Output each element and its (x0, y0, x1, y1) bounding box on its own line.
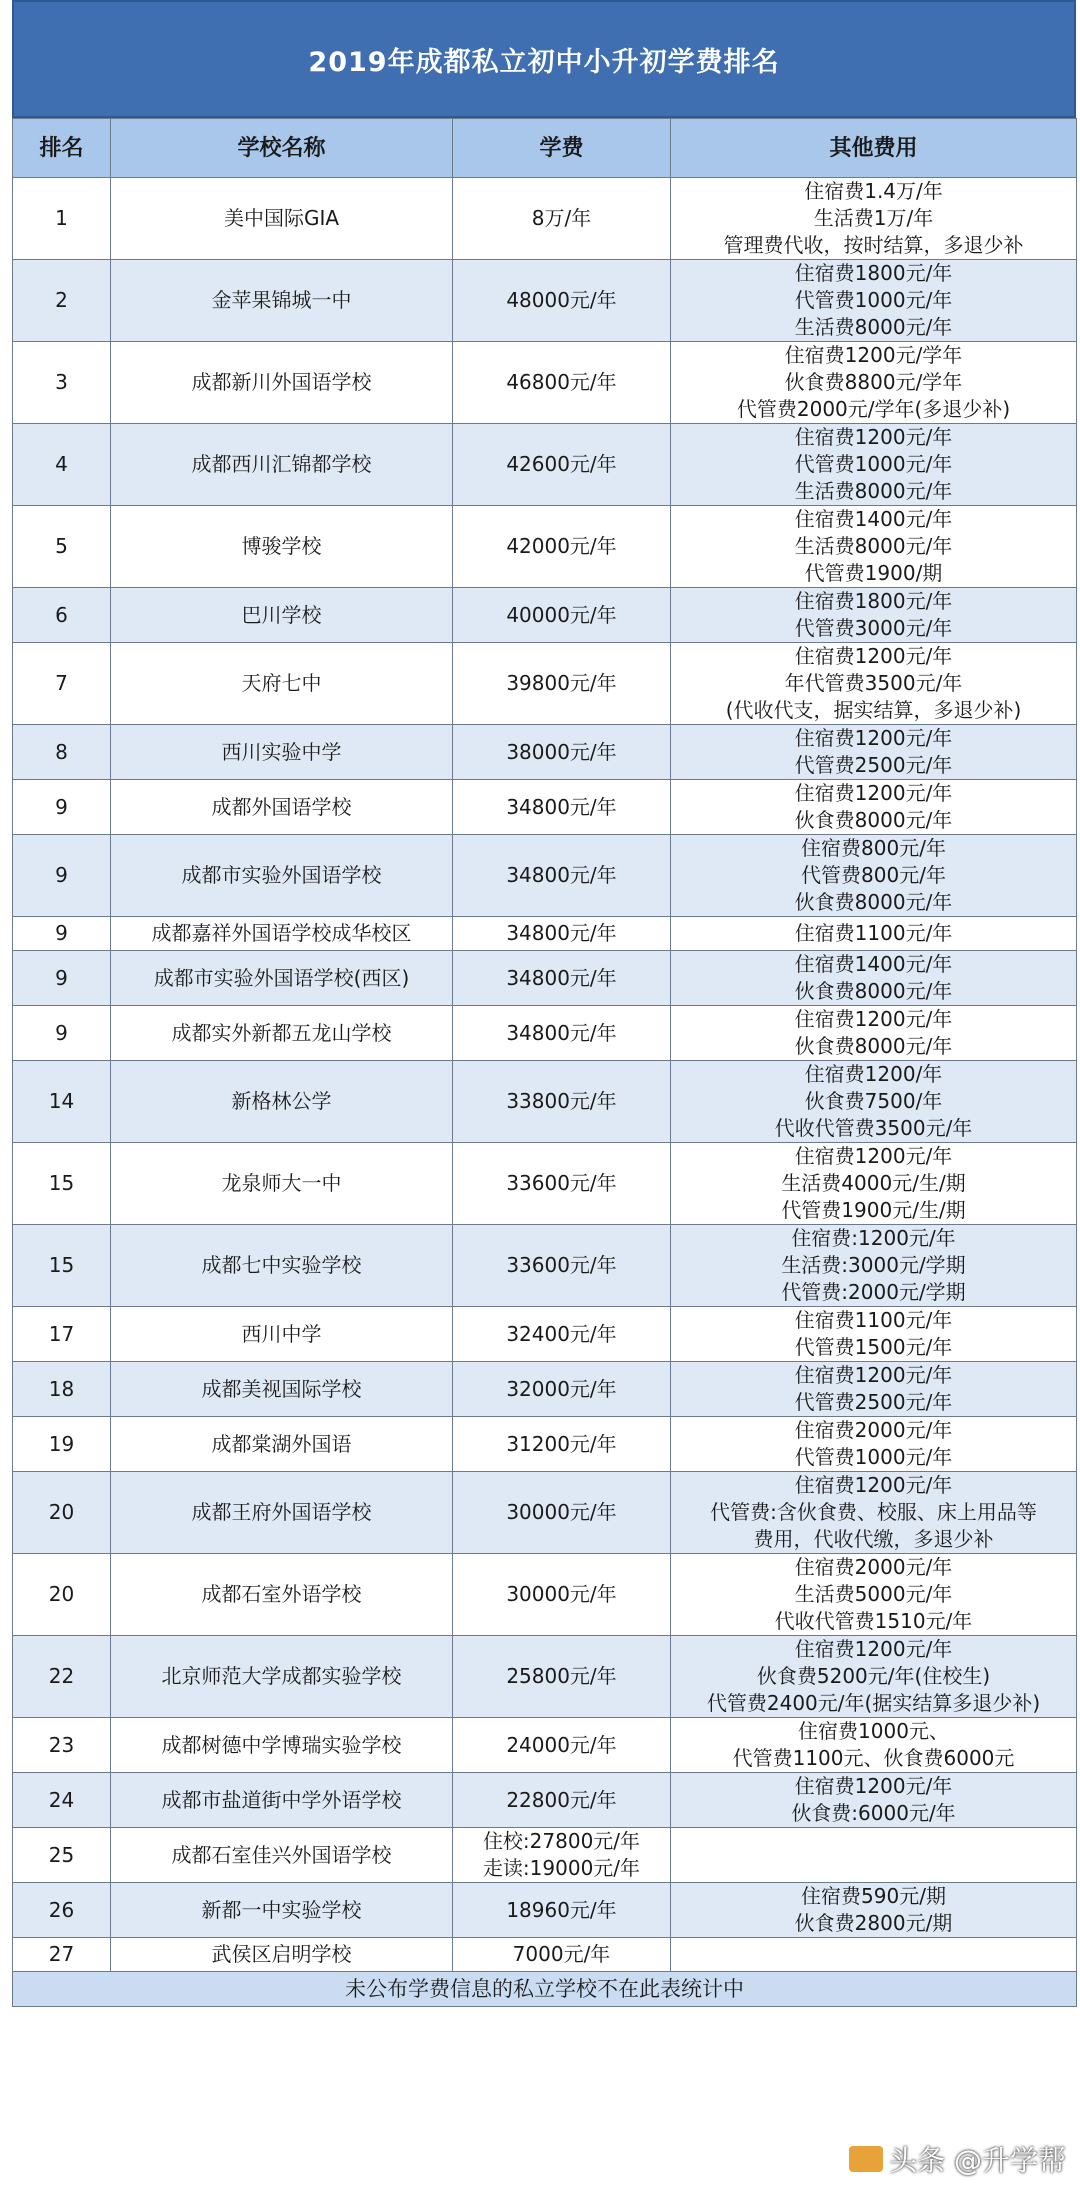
other-fees-cell (671, 260, 1077, 342)
school-name-cell: 成都七中实验学校 (111, 1225, 453, 1307)
tuition-line: 24000元/年 (506, 1732, 617, 1757)
tuition-line: 42000元/年 (506, 534, 617, 558)
school-name-cell: 金苹果锦城一中 (111, 260, 453, 342)
tuition-cell (453, 1307, 671, 1362)
other-fees-cell (671, 1938, 1077, 1972)
watermark (849, 2139, 1066, 2179)
rank-cell: 7 (13, 643, 111, 725)
tuition-cell (453, 951, 671, 1006)
fee-line: 生活费8000元/年 (794, 315, 953, 339)
tuition-line: 34800元/年 (506, 1020, 617, 1045)
fee-line: 生活费5000元/年 (794, 1582, 953, 1606)
tuition-cell (453, 1554, 671, 1636)
fee-line: 代管费:含伙食费、校服、床上用品等 (710, 1500, 1037, 1524)
tuition-cell (453, 1006, 671, 1061)
tuition-cell (453, 1828, 671, 1883)
school-name-cell: 成都嘉祥外国语学校成华校区 (111, 917, 453, 951)
fee-line: 代管费1100元、伙食费6000元 (732, 1746, 1015, 1770)
other-fees-cell (671, 951, 1077, 1006)
fee-line: 住宿费1000元、 (798, 1719, 949, 1743)
school-name-cell: 博骏学校 (111, 506, 453, 588)
rank-cell: 17 (13, 1307, 111, 1362)
other-fees-cell (671, 780, 1077, 835)
tuition-cell (453, 178, 671, 260)
tuition-cell (453, 260, 671, 342)
fee-line: 住宿费1100元/年 (794, 921, 953, 945)
fee-line: 代管费1000元/年 (794, 1445, 953, 1469)
header-row (13, 119, 1077, 178)
fee-line: 住宿费1200元/年 (794, 1363, 953, 1387)
fee-line: 伙食费8800元/学年 (784, 370, 963, 394)
fee-line: 住宿费1400元/年 (794, 507, 953, 531)
tuition-line: 32400元/年 (506, 1321, 617, 1346)
tuition-line: 8万/年 (531, 206, 592, 230)
other-fees-cell (671, 588, 1077, 643)
fee-line: 伙食费8000元/年 (794, 890, 953, 914)
other-fees-cell (671, 1828, 1077, 1883)
other-fees-cell (671, 1883, 1077, 1938)
rank-cell: 18 (13, 1362, 111, 1417)
school-name-cell: 龙泉师大一中 (111, 1143, 453, 1225)
fee-line: 代管费1500元/年 (794, 1335, 953, 1359)
fee-line: 伙食费8000元/年 (794, 979, 953, 1003)
rank-cell: 3 (13, 342, 111, 424)
fee-line: 代管费1000元/年 (794, 288, 953, 312)
table-row (13, 780, 1077, 835)
tuition-cell (453, 780, 671, 835)
school-name-cell: 成都市实验外国语学校(西区) (111, 951, 453, 1006)
tuition-line: 34800元/年 (506, 863, 617, 887)
school-name-cell: 成都西川汇锦都学校 (111, 424, 453, 506)
table-row (13, 1472, 1077, 1554)
tuition-line: 39800元/年 (506, 671, 617, 695)
other-fees-cell (671, 424, 1077, 506)
fee-line: 生活费:3000元/学期 (781, 1253, 966, 1277)
fee-line: 代管费2500元/年 (794, 753, 953, 777)
rank-cell: 20 (13, 1472, 111, 1554)
tuition-line: 32000元/年 (506, 1376, 617, 1401)
tuition-cell (453, 643, 671, 725)
other-fees-cell (671, 1143, 1077, 1225)
school-name-cell: 成都石室外语学校 (111, 1554, 453, 1636)
rank-cell: 20 (13, 1554, 111, 1636)
fee-line: 住宿费1200元/年 (794, 1007, 953, 1031)
school-name-cell: 西川中学 (111, 1307, 453, 1362)
rank-cell: 22 (13, 1636, 111, 1718)
fee-line: 住宿费1800元/年 (794, 589, 953, 613)
tuition-cell (453, 835, 671, 917)
other-fees-cell (671, 178, 1077, 260)
fee-line: 代管费3000元/年 (794, 616, 953, 640)
fee-line: 代管费2500元/年 (794, 1390, 953, 1414)
fee-line: 代管费1900/期 (804, 561, 943, 585)
school-name-cell: 成都王府外国语学校 (111, 1472, 453, 1554)
tuition-line: 34800元/年 (506, 965, 617, 990)
school-name-cell: 成都新川外国语学校 (111, 342, 453, 424)
fee-line: 伙食费5200元/年(住校生) (756, 1664, 991, 1688)
rank-cell: 15 (13, 1225, 111, 1307)
tuition-cell (453, 1938, 671, 1972)
other-fees-cell (671, 643, 1077, 725)
table-row (13, 1718, 1077, 1773)
fee-line: 代管费2400元/年(据实结算多退少补) (706, 1691, 1041, 1715)
table-row (13, 1417, 1077, 1472)
other-fees-cell (671, 1636, 1077, 1718)
other-fees-cell (671, 1362, 1077, 1417)
table-title: 2019年成都私立初中小升初学费排名 (12, 0, 1076, 118)
school-name-cell: 天府七中 (111, 643, 453, 725)
table-row (13, 1883, 1077, 1938)
header-other-fees: 其他费用 (671, 119, 1077, 178)
tuition-line: 33600元/年 (506, 1253, 617, 1277)
other-fees-cell (671, 342, 1077, 424)
tuition-line: 42600元/年 (506, 452, 617, 476)
rank-cell: 9 (13, 780, 111, 835)
tuition-cell (453, 588, 671, 643)
tuition-cell (453, 1472, 671, 1554)
tuition-line: 走读:19000元/年 (482, 1856, 641, 1880)
rank-cell: 14 (13, 1061, 111, 1143)
fee-line: 住宿费590元/期 (801, 1884, 946, 1908)
school-name-cell: 成都石室佳兴外国语学校 (111, 1828, 453, 1883)
table-row (13, 260, 1077, 342)
rank-cell: 2 (13, 260, 111, 342)
fee-line: 代管费1900元/生/期 (781, 1198, 966, 1222)
fee-line: 伙食费7500/年 (804, 1089, 943, 1113)
fee-line: 伙食费8000元/年 (794, 808, 953, 832)
school-name-cell: 成都市实验外国语学校 (111, 835, 453, 917)
fee-line: (代收代支，据实结算，多退少补) (725, 698, 1022, 722)
school-name-cell: 巴川学校 (111, 588, 453, 643)
tuition-cell (453, 1718, 671, 1773)
tuition-cell (453, 1883, 671, 1938)
fee-line: 住宿费1200元/年 (794, 644, 953, 668)
fee-line: 住宿费:1200元/年 (791, 1226, 956, 1250)
rank-cell: 27 (13, 1938, 111, 1972)
fee-line: 住宿费1200元/年 (794, 1637, 953, 1661)
other-fees-cell (671, 917, 1077, 951)
table-row (13, 1554, 1077, 1636)
fee-line: 住宿费1200元/年 (794, 1774, 953, 1798)
other-fees-cell (671, 1006, 1077, 1061)
fee-line: 管理费代收，按时结算，多退少补 (723, 233, 1024, 257)
tuition-cell (453, 1225, 671, 1307)
fee-line: 代收代管费3500元/年 (774, 1116, 973, 1140)
table-row (13, 1225, 1077, 1307)
fee-line: 住宿费1200元/年 (794, 1144, 953, 1168)
rank-cell: 25 (13, 1828, 111, 1883)
rank-cell: 9 (13, 917, 111, 951)
fee-line: 代管费:2000元/学期 (781, 1280, 966, 1304)
school-name-cell: 成都树德中学博瑞实验学校 (111, 1718, 453, 1773)
school-name-cell: 新格林公学 (111, 1061, 453, 1143)
fee-line: 生活费1万/年 (813, 206, 934, 230)
table-row (13, 1143, 1077, 1225)
school-name-cell: 西川实验中学 (111, 725, 453, 780)
tuition-line: 38000元/年 (506, 739, 617, 764)
table-row (13, 424, 1077, 506)
fee-line: 生活费8000元/年 (794, 479, 953, 503)
fee-line: 代管费800元/年 (801, 863, 946, 887)
school-name-cell: 成都外国语学校 (111, 780, 453, 835)
rank-cell: 1 (13, 178, 111, 260)
tuition-cell (453, 1362, 671, 1417)
other-fees-cell (671, 1307, 1077, 1362)
fee-line: 住宿费1200元/学年 (784, 343, 963, 367)
tuition-line: 33600元/年 (506, 1171, 617, 1195)
table-row (13, 643, 1077, 725)
fee-line: 住宿费1.4万/年 (804, 179, 943, 203)
table-row (13, 506, 1077, 588)
school-name-cell: 成都市盐道街中学外语学校 (111, 1773, 453, 1828)
tuition-cell (453, 424, 671, 506)
school-name-cell: 成都美视国际学校 (111, 1362, 453, 1417)
fee-line: 住宿费1400元/年 (794, 952, 953, 976)
fee-line: 住宿费1200元/年 (794, 1473, 953, 1497)
tuition-line: 25800元/年 (506, 1664, 617, 1688)
tuition-cell (453, 506, 671, 588)
tuition-line: 18960元/年 (506, 1897, 617, 1922)
table-row (13, 342, 1077, 424)
other-fees-cell (671, 725, 1077, 780)
rank-cell: 24 (13, 1773, 111, 1828)
table-row (13, 1773, 1077, 1828)
tuition-line: 31200元/年 (506, 1431, 617, 1456)
rank-cell: 6 (13, 588, 111, 643)
header-tuition: 学费 (453, 119, 671, 178)
header-school: 学校名称 (111, 119, 453, 178)
fee-ranking-sheet (12, 0, 1076, 2007)
tuition-line: 40000元/年 (506, 602, 617, 627)
table-row (13, 1938, 1077, 1972)
fee-line: 住宿费1100元/年 (794, 1308, 953, 1332)
other-fees-cell (671, 506, 1077, 588)
fee-line: 住宿费1200元/年 (794, 781, 953, 805)
table-row (13, 1307, 1077, 1362)
rank-cell: 26 (13, 1883, 111, 1938)
other-fees-cell (671, 1225, 1077, 1307)
other-fees-cell (671, 1554, 1077, 1636)
school-name-cell: 武侯区启明学校 (111, 1938, 453, 1972)
tuition-cell (453, 342, 671, 424)
rank-cell: 15 (13, 1143, 111, 1225)
fee-line: 住宿费2000元/年 (794, 1418, 953, 1442)
rank-cell: 8 (13, 725, 111, 780)
rank-cell: 9 (13, 835, 111, 917)
rank-cell: 5 (13, 506, 111, 588)
rank-cell: 19 (13, 1417, 111, 1472)
rank-cell: 9 (13, 951, 111, 1006)
other-fees-cell (671, 1773, 1077, 1828)
other-fees-cell (671, 1718, 1077, 1773)
tuition-cell (453, 1143, 671, 1225)
school-name-cell: 北京师范大学成都实验学校 (111, 1636, 453, 1718)
tuition-line: 住校:27800元/年 (482, 1829, 641, 1853)
tuition-cell (453, 1061, 671, 1143)
table-row (13, 835, 1077, 917)
other-fees-cell (671, 1417, 1077, 1472)
tuition-line: 30000元/年 (506, 1500, 617, 1524)
other-fees-cell (671, 835, 1077, 917)
fee-line: 代收代管费1510元/年 (774, 1609, 973, 1633)
fee-line: 生活费8000元/年 (794, 534, 953, 558)
tuition-cell (453, 725, 671, 780)
rank-cell: 23 (13, 1718, 111, 1773)
table-row (13, 1828, 1077, 1883)
rank-cell: 4 (13, 424, 111, 506)
tuition-line: 30000元/年 (506, 1582, 617, 1606)
table-row (13, 951, 1077, 1006)
tuition-line: 7000元/年 (512, 1942, 611, 1966)
fee-line: 住宿费800元/年 (801, 836, 946, 860)
tuition-line: 46800元/年 (506, 370, 617, 394)
tuition-line: 33800元/年 (506, 1089, 617, 1113)
tuition-cell (453, 1636, 671, 1718)
fee-line: 住宿费1200元/年 (794, 726, 953, 750)
tuition-cell (453, 1773, 671, 1828)
footer-note: 未公布学费信息的私立学校不在此表统计中 (13, 1972, 1077, 2007)
fee-line: 代管费1000元/年 (794, 452, 953, 476)
school-name-cell: 成都实外新都五龙山学校 (111, 1006, 453, 1061)
fee-line: 年代管费3500元/年 (784, 671, 963, 695)
fee-line: 住宿费1200元/年 (794, 425, 953, 449)
header-rank: 排名 (13, 119, 111, 178)
fee-line: 费用，代收代缴，多退少补 (753, 1527, 994, 1551)
tuition-cell (453, 917, 671, 951)
fee-line: 住宿费2000元/年 (794, 1555, 953, 1579)
table-body (13, 178, 1077, 1972)
fee-line: 伙食费8000元/年 (794, 1034, 953, 1058)
fee-line: 住宿费1800元/年 (794, 261, 953, 285)
tuition-line: 34800元/年 (506, 921, 617, 945)
table-row (13, 1362, 1077, 1417)
fee-line: 伙食费2800元/期 (794, 1911, 953, 1935)
fee-line: 生活费4000元/生/期 (781, 1171, 966, 1195)
fee-ranking-table (12, 118, 1077, 2007)
tuition-line: 34800元/年 (506, 794, 617, 819)
watermark-logo-icon (849, 2146, 883, 2172)
fee-line: 代管费2000元/学年(多退少补) (736, 397, 1011, 421)
other-fees-cell (671, 1061, 1077, 1143)
fee-line: 伙食费:6000元/年 (791, 1801, 956, 1825)
watermark-text: 头条 @升学帮 (889, 2144, 1066, 2177)
other-fees-cell (671, 1472, 1077, 1554)
tuition-line: 22800元/年 (506, 1787, 617, 1812)
table-row (13, 725, 1077, 780)
fee-line: 住宿费1200/年 (804, 1062, 943, 1086)
tuition-cell (453, 1417, 671, 1472)
table-row (13, 1006, 1077, 1061)
table-row (13, 917, 1077, 951)
footer-row (13, 1972, 1077, 2007)
school-name-cell: 美中国际GIA (111, 178, 453, 260)
school-name-cell: 成都棠湖外国语 (111, 1417, 453, 1472)
tuition-line: 48000元/年 (506, 288, 617, 312)
rank-cell: 9 (13, 1006, 111, 1061)
table-row (13, 1061, 1077, 1143)
table-row (13, 588, 1077, 643)
table-row (13, 178, 1077, 260)
school-name-cell: 新都一中实验学校 (111, 1883, 453, 1938)
table-row (13, 1636, 1077, 1718)
